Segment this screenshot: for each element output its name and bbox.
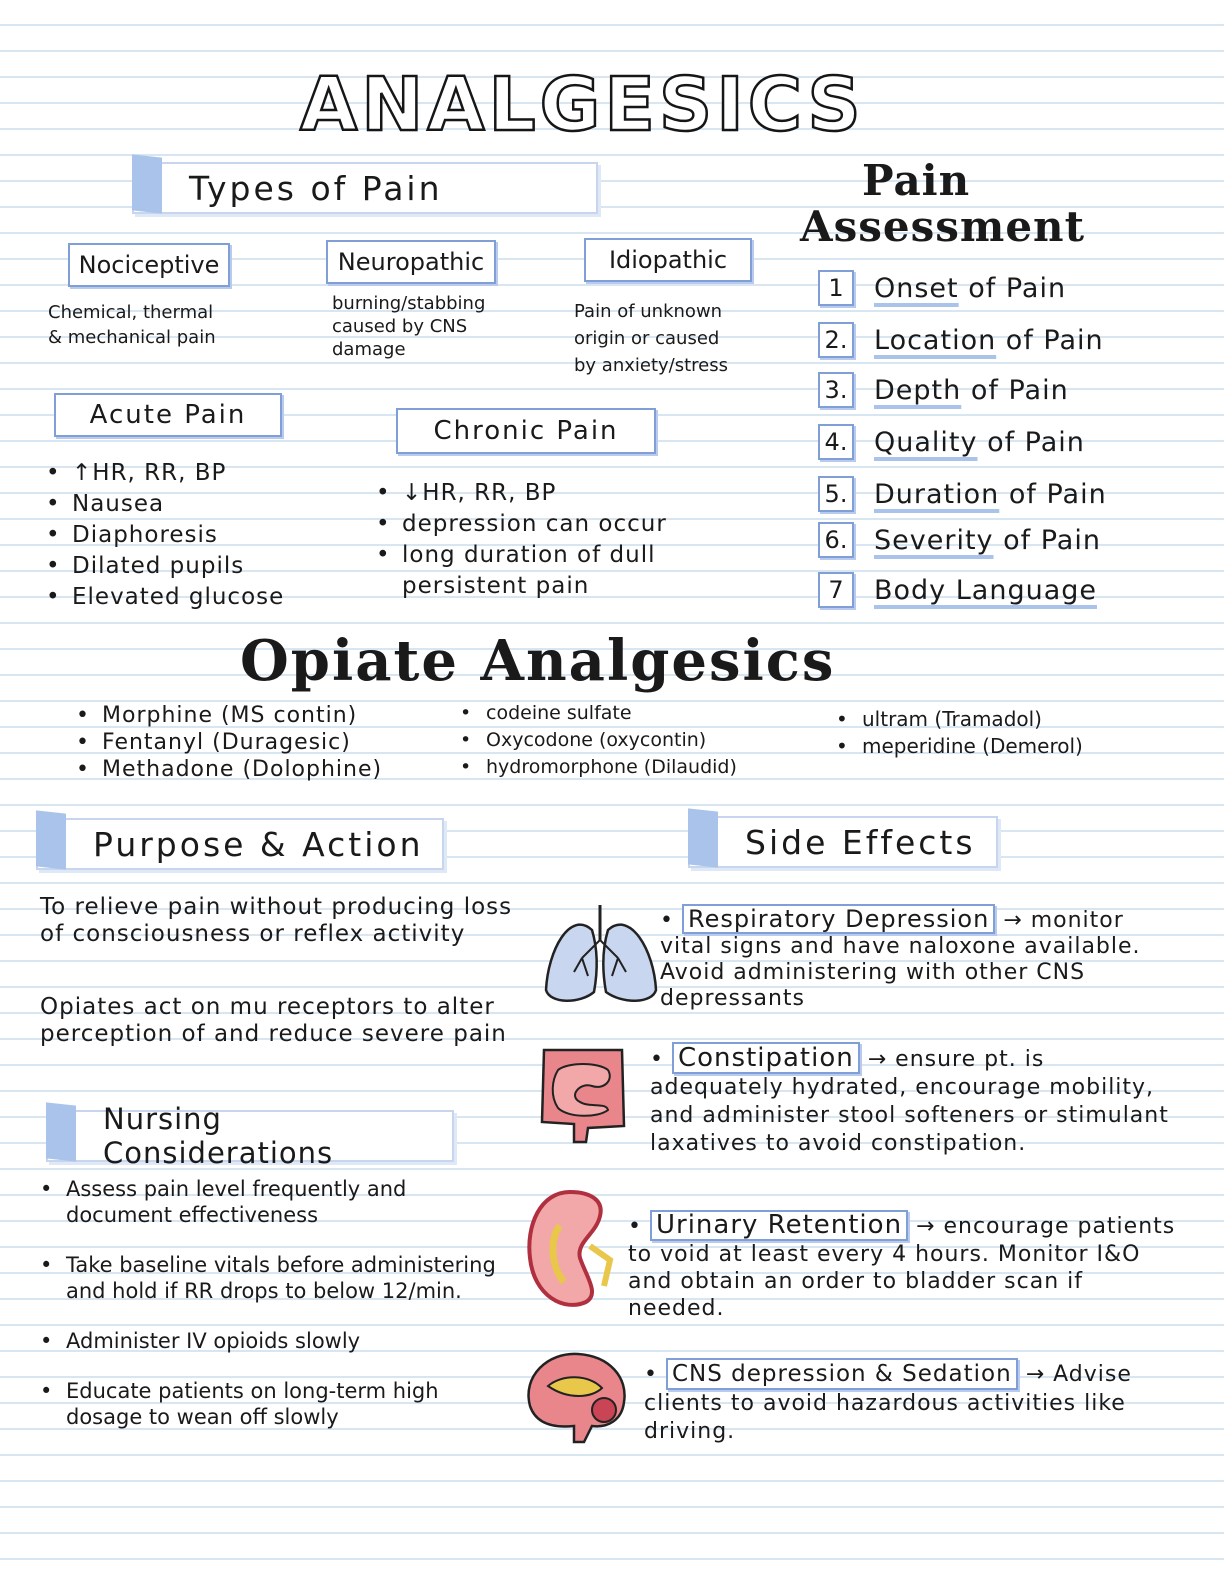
neuropathic-desc-line: caused by CNS bbox=[332, 316, 468, 337]
nursing-banner bbox=[46, 1102, 454, 1170]
pain-assessment-item bbox=[818, 476, 1107, 512]
idiopathic-desc bbox=[574, 298, 794, 379]
list-item: • Methadone (Dolophine) bbox=[76, 756, 456, 783]
kidney-icon bbox=[520, 1186, 620, 1316]
purpose-action-heading: Purpose & Action bbox=[93, 824, 424, 864]
side-effect-item: • Respiratory Depression → monitor vital signs and have naloxone available. Avoid administering with other CNS depressants bbox=[660, 905, 1141, 1011]
neuropathic-desc-line: burning/stabbing bbox=[332, 293, 486, 314]
types-of-pain-banner bbox=[132, 162, 598, 214]
pain-assessment-item bbox=[818, 322, 1104, 358]
list-item: • Educate patients on long-term high dosage to wean off slowly bbox=[40, 1378, 510, 1430]
pain-assessment-heading-line: Assessment bbox=[800, 202, 1085, 251]
list-item: • Administer IV opioids slowly bbox=[40, 1328, 510, 1354]
pain-assessment-heading-line: Pain bbox=[862, 156, 971, 205]
nociceptive-label: Nociceptive bbox=[78, 251, 220, 279]
chronic-pain-list bbox=[376, 478, 776, 602]
banner-tab bbox=[688, 808, 718, 867]
nociceptive-desc-line: Chemical, thermal bbox=[48, 302, 214, 323]
neuropathic-label: Neuropathic bbox=[337, 248, 485, 276]
acute-pain-box bbox=[54, 393, 282, 437]
pa-number: 7 bbox=[818, 572, 854, 608]
side-effects-heading: Side Effects bbox=[745, 822, 976, 862]
intestines-icon bbox=[528, 1036, 638, 1148]
idiopathic-desc-line: by anxiety/stress bbox=[574, 355, 729, 376]
list-item: • codeine sulfate bbox=[460, 700, 830, 727]
idiopathic-label: Idiopathic bbox=[608, 246, 728, 274]
side-effect-title: Urinary Retention bbox=[650, 1210, 908, 1241]
pa-key: Severity bbox=[874, 524, 994, 556]
list-item: • Assess pain level frequently and document effectiveness bbox=[40, 1176, 510, 1228]
page-title: ANALGESICS bbox=[300, 62, 865, 148]
idiopathic-desc-line: origin or caused bbox=[574, 328, 720, 349]
nursing-heading: Nursing Considerations bbox=[103, 1102, 334, 1170]
list-item: • Dilated pupils bbox=[46, 551, 366, 582]
acute-pain-label: Acute Pain bbox=[89, 400, 247, 430]
nociceptive-desc bbox=[48, 300, 308, 350]
pa-key: Onset bbox=[874, 272, 959, 304]
pa-key: Depth bbox=[874, 374, 962, 406]
idiopathic-desc-line: Pain of unknown bbox=[574, 301, 723, 322]
list-item: • depression can occur bbox=[376, 509, 776, 540]
types-of-pain-heading: Types of Pain bbox=[189, 168, 443, 208]
arrow-icon: → bbox=[1003, 908, 1023, 933]
side-effects-banner bbox=[688, 816, 998, 868]
neuropathic-desc-line: damage bbox=[332, 339, 406, 360]
acute-pain-list bbox=[46, 458, 366, 613]
list-item: • Morphine (MS contin) bbox=[76, 702, 456, 729]
side-effect-title: Constipation bbox=[672, 1042, 860, 1074]
pa-rest: of Pain bbox=[1003, 524, 1101, 556]
side-effect-title: CNS depression & Sedation bbox=[666, 1358, 1018, 1390]
purpose-action-banner bbox=[36, 818, 444, 870]
pa-rest: of Pain bbox=[1005, 324, 1104, 356]
pa-rest: of Pain bbox=[987, 426, 1085, 458]
side-effect-item: • Urinary Retention → encourage patients to void at least every 4 hours. Monitor I&O and obtain an order to bladder scan if needed. bbox=[628, 1210, 1176, 1321]
side-effect-text: ensure pt. is adequately hydrated, encourage mobility, and administer stool softeners or stimulant laxatives to avoid constipation. bbox=[650, 1047, 1169, 1156]
opiate-list-col3 bbox=[836, 706, 1156, 760]
nociceptive-desc-line: & mechanical pain bbox=[48, 327, 216, 348]
pa-number: 2. bbox=[818, 322, 854, 358]
brain-icon bbox=[518, 1346, 632, 1446]
pa-rest: of Pain bbox=[1008, 478, 1107, 510]
arrow-icon: → bbox=[867, 1047, 888, 1072]
pain-assessment-item bbox=[818, 424, 1085, 460]
banner-tab bbox=[46, 1102, 76, 1161]
arrow-icon: → bbox=[1025, 1362, 1046, 1387]
pa-key: Body Language bbox=[874, 574, 1097, 606]
neuropathic-desc bbox=[332, 292, 552, 361]
chronic-pain-label: Chronic Pain bbox=[433, 416, 619, 446]
side-effect-text: encourage patients to void at least every 4 hours. Monitor I&O and obtain an order to bladder scan if needed. bbox=[628, 1214, 1176, 1321]
list-item: • ultram (Tramadol) bbox=[836, 706, 1156, 733]
pa-number: 4. bbox=[818, 424, 854, 460]
list-item: • hydromorphone (Dilaudid) bbox=[460, 754, 830, 781]
pa-rest: of Pain bbox=[968, 272, 1067, 304]
list-item: • Oxycodone (oxycontin) bbox=[460, 727, 830, 754]
opiate-analgesics-heading: Opiate Analgesics bbox=[240, 628, 836, 694]
pain-assessment-item bbox=[818, 522, 1101, 558]
lungs-icon bbox=[540, 900, 660, 1010]
pa-number: 1 bbox=[818, 270, 854, 306]
pa-number: 3. bbox=[818, 372, 854, 408]
side-effect-item: • Constipation → ensure pt. is adequately hydrated, encourage mobility, and administer stool softeners or stimulant laxatives to avoid constipation. bbox=[650, 1043, 1169, 1156]
list-item: • ↑HR, RR, BP bbox=[46, 458, 366, 489]
chronic-pain-box bbox=[396, 408, 656, 454]
pain-assessment-item bbox=[818, 372, 1069, 408]
purpose-para2: Opiates act on mu receptors to alter perception of and reduce severe pain bbox=[40, 994, 507, 1047]
list-item: • long duration of dull persistent pain bbox=[376, 540, 776, 602]
list-item: • Take baseline vitals before administering and hold if RR drops to below 12/min. bbox=[40, 1252, 510, 1304]
neuropathic-box bbox=[326, 240, 496, 284]
pain-assessment-heading bbox=[800, 158, 1085, 250]
side-effect-title: Respiratory Depression bbox=[682, 904, 995, 934]
pa-number: 6. bbox=[818, 522, 854, 558]
pa-number: 5. bbox=[818, 476, 854, 512]
pa-rest: of Pain bbox=[970, 374, 1069, 406]
banner-tab bbox=[132, 154, 162, 213]
side-effect-text: Advise clients to avoid hazardous activities like driving. bbox=[644, 1362, 1132, 1444]
arrow-icon: → bbox=[916, 1214, 936, 1239]
pa-key: Quality bbox=[874, 426, 978, 458]
list-item: • Diaphoresis bbox=[46, 520, 366, 551]
banner-tab bbox=[36, 810, 66, 869]
list-item: • meperidine (Demerol) bbox=[836, 733, 1156, 760]
nociceptive-box bbox=[68, 243, 230, 287]
side-effect-item: • CNS depression & Sedation → Advise clients to avoid hazardous activities like driving. bbox=[644, 1358, 1180, 1446]
list-item: • ↓HR, RR, BP bbox=[376, 478, 776, 509]
purpose-para1: To relieve pain without producing loss of consciousness or reflex activity bbox=[40, 894, 513, 947]
pain-assessment-item bbox=[818, 572, 1097, 608]
pain-assessment-item bbox=[818, 270, 1066, 306]
nursing-list bbox=[40, 1176, 510, 1430]
list-item: • Elevated glucose bbox=[46, 582, 366, 613]
idiopathic-box bbox=[584, 238, 752, 282]
pa-key: Duration bbox=[874, 478, 1000, 510]
opiate-list-col1 bbox=[76, 702, 456, 783]
list-item: • Nausea bbox=[46, 489, 366, 520]
side-effect-text: monitor vital signs and have naloxone available. Avoid administering with other CNS depressants bbox=[660, 908, 1141, 1011]
pa-key: Location bbox=[874, 324, 997, 356]
list-item: • Fentanyl (Duragesic) bbox=[76, 729, 456, 756]
opiate-list-col2 bbox=[460, 700, 830, 781]
